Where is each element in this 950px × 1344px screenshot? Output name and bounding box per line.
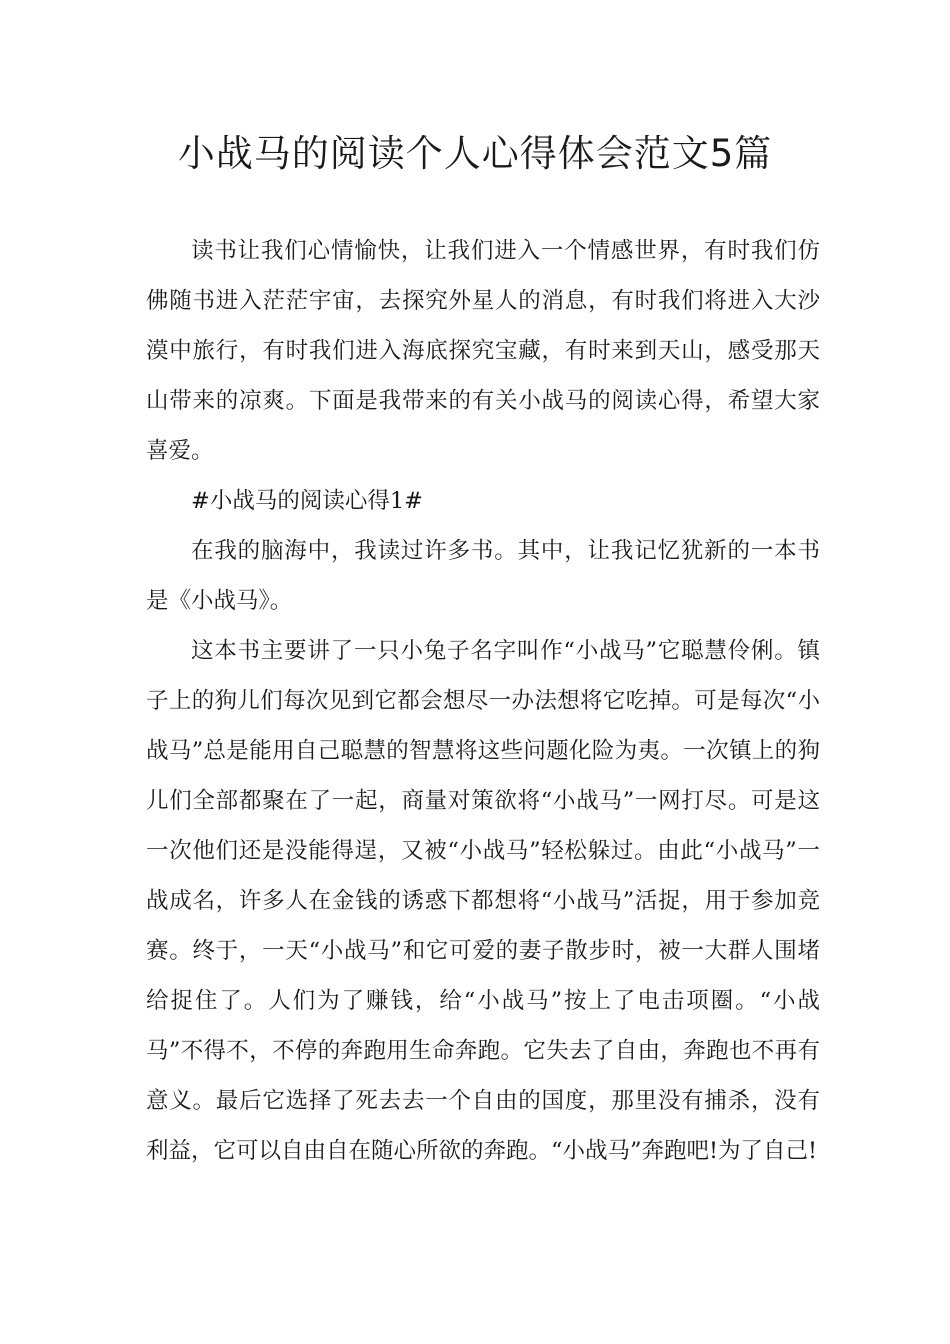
document-body	[146, 226, 820, 1176]
body-paragraph: 在我的脑海中，我读过许多书。其中，让我记忆犹新的一本书是《小战马》。	[146, 538, 820, 614]
document-title: 小战马的阅读个人心得体会范文5篇	[177, 132, 773, 175]
intro-paragraph: 读书让我们心情愉快，让我们进入一个情感世界，有时我们仿佛随书进入茫茫宇宙，去探究外星人的消息，有时我们将进入大沙漠中旅行，有时我们进入海底探究宝藏，有时来到天山，感受那天山带来的凉爽。下面是我带来的有关小战马的阅读心得，希望大家喜爱。	[146, 238, 820, 464]
section-heading: #小战马的阅读心得1#	[191, 488, 424, 514]
body-paragraph: 这本书主要讲了一只小兔子名字叫作“小战马”它聪慧伶俐。镇子上的狗儿们每次见到它都会想尽一办法想将它吃掉。可是每次“小战马”总是能用自己聪慧的智慧将这些问题化险为夷。一次镇上的狗儿们全部都聚在了一起，商量对策欲将“小战马”一网打尽。可是这一次他们还是没能得逞，又被“小战马”轻松躲过。由此“小战马”一战成名，许多人在金钱的诱惑下都想将“小战马”活捉，用于参加竞赛。终于，一天“小战马”和它可爱的妻子散步时，被一大群人围堵给捉住了。人们为了赚钱，给“小战马”按上了电击项圈。“小战马”不得不，不停的奔跑用生命奔跑。它失去了自由，奔跑也不再有意义。最后它选择了死去去一个自由的国度，那里没有捕杀，没有利益，它可以自由自在随心所欲的奔跑。“小战马”奔跑吧!为了自己!	[146, 638, 820, 1164]
